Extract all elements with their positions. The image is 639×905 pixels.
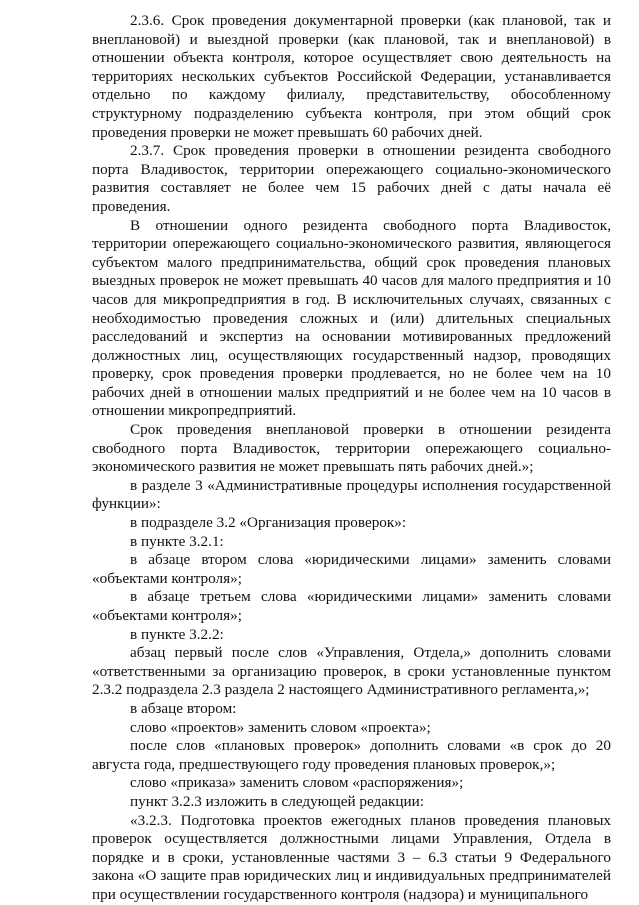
paragraph-2-3-6: 2.3.6. Срок проведения документарной проверки (как плановой, так и внеплановой) и выездной проверки (как плановой, так и внеплановой) в отношении объекта контроля, которое осуществляет свою деятельность на территориях нескольких субъектов Российской Федерации, устанавливается отдельно по каждому филиалу, представительству, обособленному структурному подразделению субъекта контроля, при этом общий срок проведения проверки не может превышать 60 рабочих дней.: [92, 12, 611, 141]
paragraph-abzac-2: в абзаце втором слова «юридическими лицами» заменить словами «объектами контроля»;: [92, 551, 611, 587]
paragraph-abzac-1-amend: абзац первый после слов «Управления, Отдела,» дополнить словами «ответственными за организацию проверок, в сроки установленные пунктом 2.3.2 подраздела 2.3 раздела 2 настоящего Административного регламента,»;: [92, 644, 611, 699]
paragraph-unscheduled-term: Срок проведения внеплановой проверки в отношении резидента свободного порта Владивосток, территории опережающего социально-экономического развития не может превышать пять рабочих дней.»;: [92, 421, 611, 476]
paragraph-word-order: слово «приказа» заменить словом «распоряжения»;: [130, 774, 464, 792]
paragraph-abzac-2-header: в абзаце втором:: [130, 699, 237, 717]
paragraph-3-2-3: «3.2.3. Подготовка проектов ежегодных планов проведения плановых проверок осуществляется должностными лицами Управления, Отдела в порядке и в сроки, установленные частями 3 – 6.3 статьи 9 Федерального закона «О защите прав юридических лиц и индивидуальных предпринимателей при осуществлении государственного контроля (надзора) и муниципального: [92, 811, 611, 903]
paragraph-section-3: в разделе 3 «Административные процедуры исполнения государственной функции»:: [92, 476, 611, 513]
paragraph-after-planned: после слов «плановых проверок» дополнить словами «в срок до 20 августа года, предшествующего году проведения плановых проверок,»;: [92, 737, 611, 773]
paragraph-item-3-2-1: в пункте 3.2.1:: [130, 532, 224, 550]
paragraph-item-3-2-2: в пункте 3.2.2:: [130, 625, 224, 643]
document-page: [92, 12, 611, 905]
paragraph-subsection-3-2: в подразделе 3.2 «Организация проверок»:: [130, 514, 407, 532]
paragraph-word-projects: слово «проектов» заменить словом «проекта»;: [130, 718, 431, 736]
paragraph-small-business-term: В отношении одного резидента свободного порта Владивосток, территории опережающего социально-экономического развития, являющегося субъектом малого предпринимательства, общий срок проведения плановых выездных проверок не может превышать 40 часов для малого предприятия и 10 часов для микропредприятия в год. В исключительных случаях, связанных с необходимостью проведения сложных и (или) длительных специальных расследований и экспертиз на основании мотивированных предложений должностных лиц, осуществляющих государственный надзор, проводящих проверку, срок проведения проверки продлевается, но не более чем на 10 рабочих дней в отношении малых предприятий и не более чем на 10 часов в отношении микропредприятий.: [92, 216, 611, 420]
paragraph-2-3-7: 2.3.7. Срок проведения проверки в отношении резидента свободного порта Владивосток, территории опережающего социально-экономического развития составляет не более чем 15 рабочих дней с даты начала её проведения.: [92, 142, 611, 215]
paragraph-item-3-2-3-intro: пункт 3.2.3 изложить в следующей редакции:: [130, 792, 424, 810]
paragraph-abzac-3: в абзаце третьем слова «юридическими лицами» заменить словами «объектами контроля»;: [92, 588, 611, 624]
